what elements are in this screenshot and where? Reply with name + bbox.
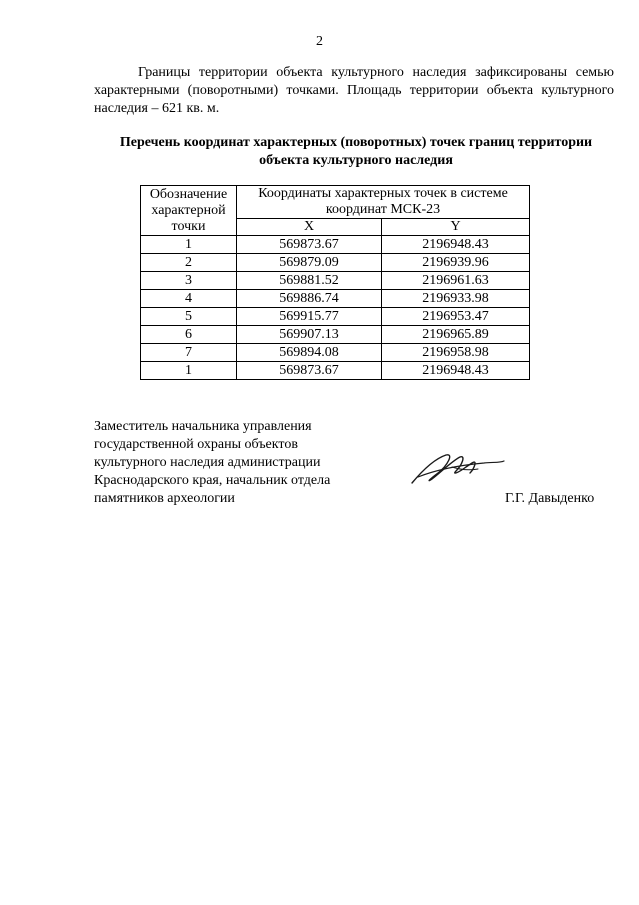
handwritten-signature	[408, 447, 508, 489]
table-row	[141, 344, 530, 362]
y-cell: 2196948.43	[382, 236, 530, 254]
x-cell: 569915.77	[237, 308, 382, 326]
header-point-line-3: точки	[171, 218, 206, 234]
y-cell: 2196953.47	[382, 308, 530, 326]
header-coords-line-1: Координаты характерных точек в системе	[258, 186, 508, 201]
table-row	[141, 272, 530, 290]
signature-line-2: государственной охраны объектов	[94, 437, 298, 452]
header-point-line-2: характерной	[151, 202, 226, 218]
table-title-line-2: объекта культурного наследия	[259, 153, 453, 168]
x-cell: 569886.74	[237, 290, 382, 308]
page-number: 2	[316, 34, 323, 49]
y-cell: 2196961.63	[382, 272, 530, 290]
y-cell: 2196958.98	[382, 344, 530, 362]
point-cell: 2	[141, 254, 237, 272]
point-cell: 3	[141, 272, 237, 290]
signature-line-5: памятников археологии	[94, 491, 235, 506]
table-title-line-1: Перечень координат характерных (поворотных) точек границ территории	[119, 135, 593, 150]
signature-line-3: культурного наследия администрации	[94, 455, 321, 470]
y-cell: 2196939.96	[382, 254, 530, 272]
x-cell: 569873.67	[237, 236, 382, 254]
header-x: X	[237, 219, 382, 236]
point-cell: 5	[141, 308, 237, 326]
intro-paragraph	[94, 64, 614, 118]
table-row	[141, 326, 530, 344]
table-row	[141, 362, 530, 380]
y-cell: 2196948.43	[382, 362, 530, 380]
x-cell: 569879.09	[237, 254, 382, 272]
x-cell: 569894.08	[237, 344, 382, 362]
table-header-row	[141, 186, 530, 219]
intro-line-2: характерными (поворотными) точками. Площадь территории объекта культурного	[94, 83, 614, 98]
x-cell: 569907.13	[237, 326, 382, 344]
table-row	[141, 290, 530, 308]
table-row	[141, 308, 530, 326]
signature-block	[94, 418, 394, 508]
point-cell: 4	[141, 290, 237, 308]
header-point-cell	[141, 186, 237, 236]
x-cell: 569873.67	[237, 362, 382, 380]
header-coords-line-2: координат МСК-23	[325, 202, 441, 217]
table-row	[141, 236, 530, 254]
signature-line-1: Заместитель начальника управления	[94, 419, 312, 434]
intro-line-3: наследия – 621 кв. м.	[94, 101, 220, 116]
point-cell: 6	[141, 326, 237, 344]
y-cell: 2196933.98	[382, 290, 530, 308]
point-cell: 1	[141, 236, 237, 254]
y-cell: 2196965.89	[382, 326, 530, 344]
x-cell: 569881.52	[237, 272, 382, 290]
table-title	[90, 134, 622, 170]
coordinates-table	[140, 185, 530, 380]
header-y: Y	[382, 219, 530, 236]
header-coords-cell	[237, 186, 530, 219]
point-cell: 1	[141, 362, 237, 380]
table-row	[141, 254, 530, 272]
intro-line-1: Границы территории объекта культурного наследия зафиксированы семью	[138, 65, 614, 80]
signature-line-4: Краснодарского края, начальник отдела	[94, 473, 331, 488]
signer-name: Г.Г. Давыденко	[505, 491, 595, 506]
header-point-line-1: Обозначение	[149, 186, 228, 202]
point-cell: 7	[141, 344, 237, 362]
